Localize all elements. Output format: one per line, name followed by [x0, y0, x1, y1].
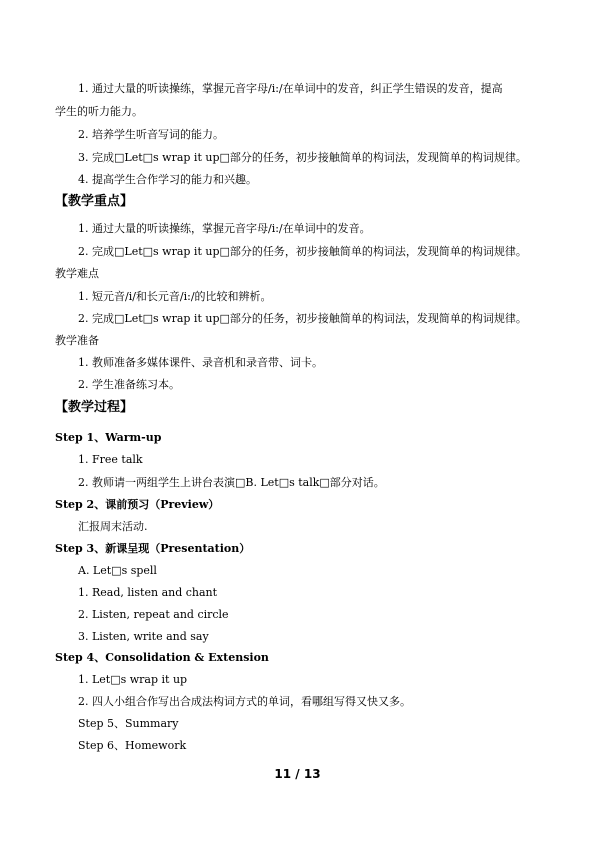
step-2-item-1: 汇报周末活动. — [78, 520, 148, 533]
step-5-title: Step 5、Summary — [78, 717, 179, 730]
difficulty-2: 2. 完成□Let□s wrap it up□部分的任务，初步接触简单的构词法，发现简单的构词规律。 — [78, 312, 527, 325]
objective-1-line-1: 1. 通过大量的听读操练，掌握元音字母/i:/在单词中的发音，纠正学生错误的发音，提高 — [78, 82, 503, 95]
difficulty-1: 1. 短元音/i/和长元音/i:/的比较和辨析。 — [78, 290, 272, 303]
step-2-title: Step 2、课前预习（Preview） — [55, 498, 220, 511]
step-1-item-2: 2. 教师请一两组学生上讲台表演□B. Let□s talk□部分对话。 — [78, 476, 385, 489]
objective-1-line-2: 学生的听力能力。 — [55, 105, 143, 118]
page-number: 11 / 13 — [274, 767, 321, 781]
key-point-2: 2. 完成□Let□s wrap it up□部分的任务，初步接触简单的构词法，发现简单的构词规律。 — [78, 245, 527, 258]
objective-3: 3. 完成□Let□s wrap it up□部分的任务，初步接触简单的构词法，发现简单的构词规律。 — [78, 151, 527, 164]
key-point-1: 1. 通过大量的听读操练，掌握元音字母/i:/在单词中的发音。 — [78, 222, 371, 235]
objective-2: 2. 培养学生听音写词的能力。 — [78, 128, 224, 141]
objective-4: 4. 提高学生合作学习的能力和兴趣。 — [78, 173, 257, 186]
preparation-1: 1. 教师准备多媒体课件、录音机和录音带、词卡。 — [78, 356, 323, 369]
difficulties-heading: 教学难点 — [55, 267, 99, 280]
preparation-heading: 教学准备 — [55, 334, 99, 347]
process-heading: 【教学过程】 — [55, 400, 134, 415]
step-4-item-2: 2. 四人小组合作写出合成法构词方式的单词，看哪组写得又快又多。 — [78, 695, 411, 708]
step-4-title: Step 4、Consolidation & Extension — [55, 651, 269, 664]
step-6-title: Step 6、Homework — [78, 739, 187, 752]
step-1-item-1: 1. Free talk — [78, 453, 143, 466]
step-3-item-2: 2. Listen, repeat and circle — [78, 608, 229, 621]
step-3-title: Step 3、新课呈现（Presentation） — [55, 542, 251, 555]
step-3-item-a: A. Let□s spell — [78, 564, 157, 577]
key-points-heading: 【教学重点】 — [55, 194, 134, 209]
step-3-item-1: 1. Read, listen and chant — [78, 586, 218, 599]
step-4-item-1: 1. Let□s wrap it up — [78, 673, 188, 686]
preparation-2: 2. 学生准备练习本。 — [78, 378, 180, 391]
step-1-title: Step 1、Warm-up — [55, 431, 162, 444]
step-3-item-3: 3. Listen, write and say — [78, 630, 209, 643]
